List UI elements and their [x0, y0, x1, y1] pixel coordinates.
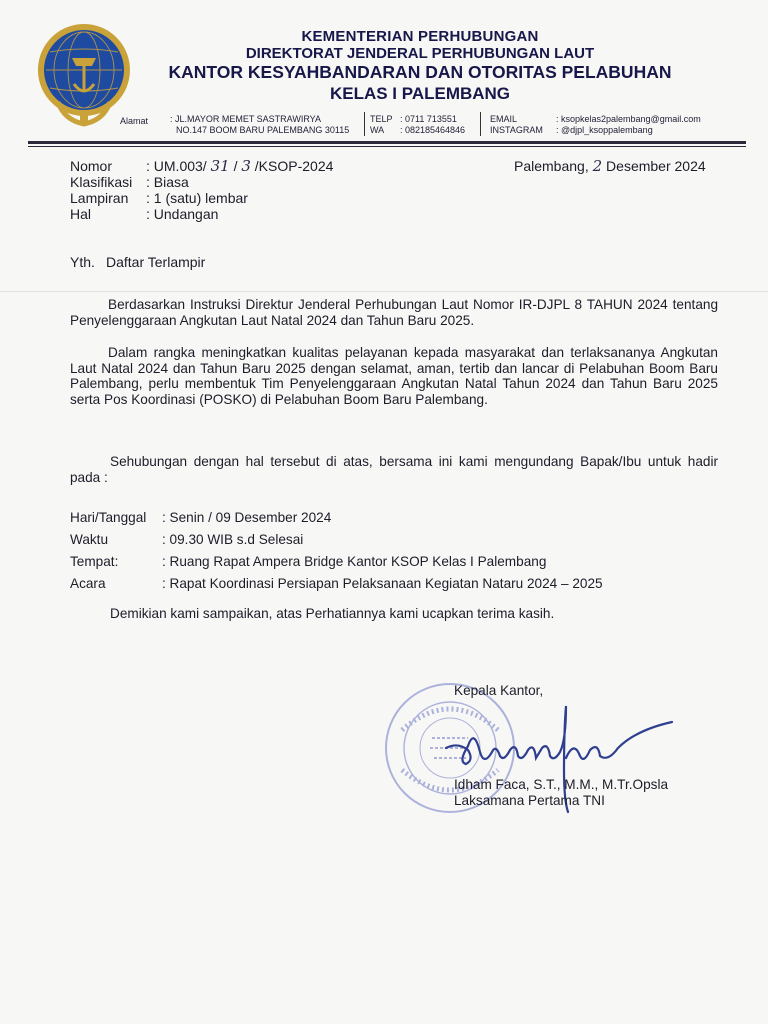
header-rule-thin: [28, 146, 746, 147]
letterhead-class: KELAS I PALEMBANG: [329, 84, 511, 103]
address-line-1: : JL.MAYOR MEMET SASTRAWIRYA: [170, 114, 322, 124]
contact-divider: [480, 112, 481, 136]
date-handwritten: 2: [592, 157, 603, 175]
telp-label: TELP: [370, 114, 393, 124]
schedule-time-value: : 09.30 WIB s.d Selesai: [162, 532, 304, 547]
nomor-handwritten-1: 31: [210, 157, 230, 175]
hal-value: : Undangan: [146, 206, 219, 222]
recipient-name: Daftar Terlampir: [106, 254, 206, 270]
schedule-date-label: Hari/Tanggal: [70, 510, 147, 525]
email-value: : ksopkelas2palembang@gmail.com: [556, 114, 701, 124]
nomor-value: : UM.003/ 31 / 3 /KSOP-2024: [146, 157, 334, 175]
hal-label: Hal: [70, 206, 92, 222]
letter-date: Palembang, 2 Desember 2024: [514, 157, 706, 175]
instagram-label: INSTAGRAM: [490, 125, 543, 135]
signatory-name: Idham Faca, S.T., M.M., M.Tr.Opsla: [454, 777, 669, 792]
yth-label: Yth.: [70, 254, 95, 270]
klasifikasi-label: Klasifikasi: [70, 174, 133, 190]
schedule-agenda-label: Acara: [70, 576, 106, 591]
address-line-2: NO.147 BOOM BARU PALEMBANG 30115: [176, 125, 350, 135]
klasifikasi-value: : Biasa: [146, 174, 189, 190]
telp-value: : 0711 713551: [400, 114, 457, 124]
schedule-place-value: : Ruang Rapat Ampera Bridge Kantor KSOP Kelas I Palembang: [162, 554, 547, 569]
schedule-place-label: Tempat:: [70, 554, 119, 569]
header-rule-thick: [28, 141, 746, 144]
address-label: Alamat: [120, 116, 149, 126]
schedule-agenda-value: : Rapat Koordinasi Persiapan Pelaksanaan Kegiatan Nataru 2024 – 2025: [162, 576, 603, 591]
nomor-label: Nomor: [70, 158, 113, 174]
signature-title: Kepala Kantor,: [454, 683, 544, 698]
signatory-rank: Laksamana Pertama TNI: [454, 793, 605, 808]
paragraph-purpose: Dalam rangka meningkatkan kualitas pelayanan kepada masyarakat dan terlaksananya Angkutan Laut Natal 2024 dan Tahun Baru 2025 dengan selamat, aman, tertib dan lancar di Pelabuhan Boom Baru Palembang, perlu membentuk Tim Penyelenggaraan Angkutan Natal Tahun 2024 dan Tahun Baru 2025 serta Pos Koordinasi (POSKO) di Pelabuhan Boom Baru Palembang.: [70, 345, 718, 407]
email-label: EMAIL: [490, 114, 518, 124]
address-divider: [364, 112, 365, 136]
paragraph-instruction: Berdasarkan Instruksi Direktur Jenderal Perhubungan Laut Nomor IR-DJPL 8 TAHUN 2024 tentang Penyelenggaraan Angkutan Laut Natal 2024 dan Tahun Baru 2025.: [70, 297, 718, 328]
schedule-date-value: : Senin / 09 Desember 2024: [162, 510, 332, 525]
instagram-value: : @djpl_ksoppalembang: [556, 125, 653, 135]
ministry-logo-icon: [34, 20, 134, 130]
lampiran-label: Lampiran: [70, 190, 129, 206]
schedule-time-label: Waktu: [70, 532, 109, 547]
letterhead-ministry: KEMENTERIAN PERHUBUNGAN: [301, 28, 539, 45]
wa-label: WA: [370, 125, 385, 135]
wa-value: : 082185464846: [400, 125, 466, 135]
closing-sentence: Demikian kami sampaikan, atas Perhatiannya kami ucapkan terima kasih.: [110, 606, 555, 621]
lampiran-value: : 1 (satu) lembar: [146, 190, 248, 206]
paragraph-invitation: Sehubungan dengan hal tersebut di atas, bersama ini kami mengundang Bapak/Ibu untuk hadir pada :: [70, 454, 718, 485]
nomor-handwritten-2: 3: [241, 157, 251, 175]
paper-fold-line: [0, 291, 768, 292]
letterhead-office: KANTOR KESYAHBANDARAN DAN OTORITAS PELABUHAN: [168, 62, 672, 82]
letterhead-directorate: DIREKTORAT JENDERAL PERHUBUNGAN LAUT: [245, 45, 595, 62]
